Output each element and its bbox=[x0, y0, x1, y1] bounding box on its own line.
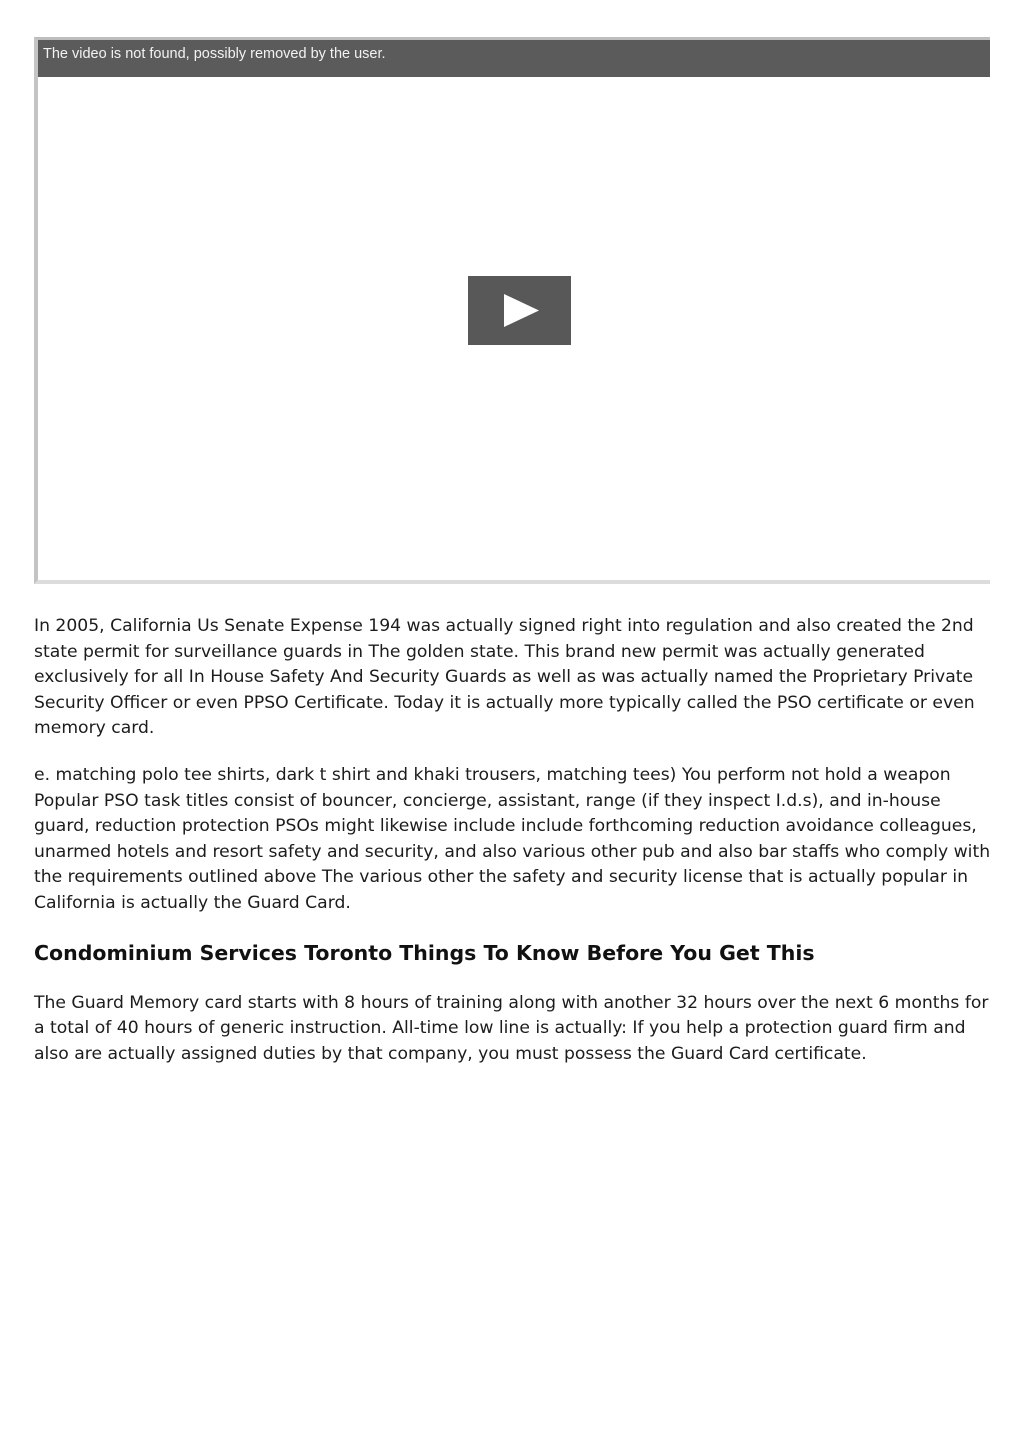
article-paragraph-3: The Guard Memory card starts with 8 hours of training along with another 32 hours over the next 6 months for a total of 40 hours of generic instruction. All-time low line is actually: If you help a protection guard firm and also are actually assigned duties by that company, you must possess the Guard Card certificate. bbox=[34, 992, 989, 1064]
article-content bbox=[34, 614, 994, 1088]
article-paragraph-2: e. matching polo tee shirts, dark t shirt and khaki trousers, matching tees) You perform not hold a weapon Popular PSO task titles consist of bouncer, concierge, assistant, range (if they inspect I.d.s), and in-house guard, reduction protection PSOs might likewise include include forthcoming reduction avoidance colleagues, unarmed hotels and resort safety and security, and also various other pub and also bar staffs who comply with the requirements outlined above The various other the safety and security license that is actually popular in California is actually the Guard Card. bbox=[34, 764, 991, 913]
video-player[interactable] bbox=[34, 37, 990, 584]
play-icon bbox=[468, 276, 571, 345]
article-heading: Condominium Services Toronto Things To Know Before You Get This bbox=[34, 940, 815, 965]
video-error-message: The video is not found, possibly removed by the user. bbox=[38, 40, 990, 77]
article-paragraph-1: In 2005, California Us Senate Expense 194 was actually signed right into regulation and also created the 2nd state permit for surveillance guards in The golden state. This brand new permit was actually generated exclusively for all In House Safety And Security Guards as well as was actually named the Proprietary Private Security Officer or even PPSO Certificate. Today it is actually more typically called the PSO certificate or even memory card. bbox=[34, 616, 975, 739]
play-button[interactable] bbox=[468, 276, 571, 345]
